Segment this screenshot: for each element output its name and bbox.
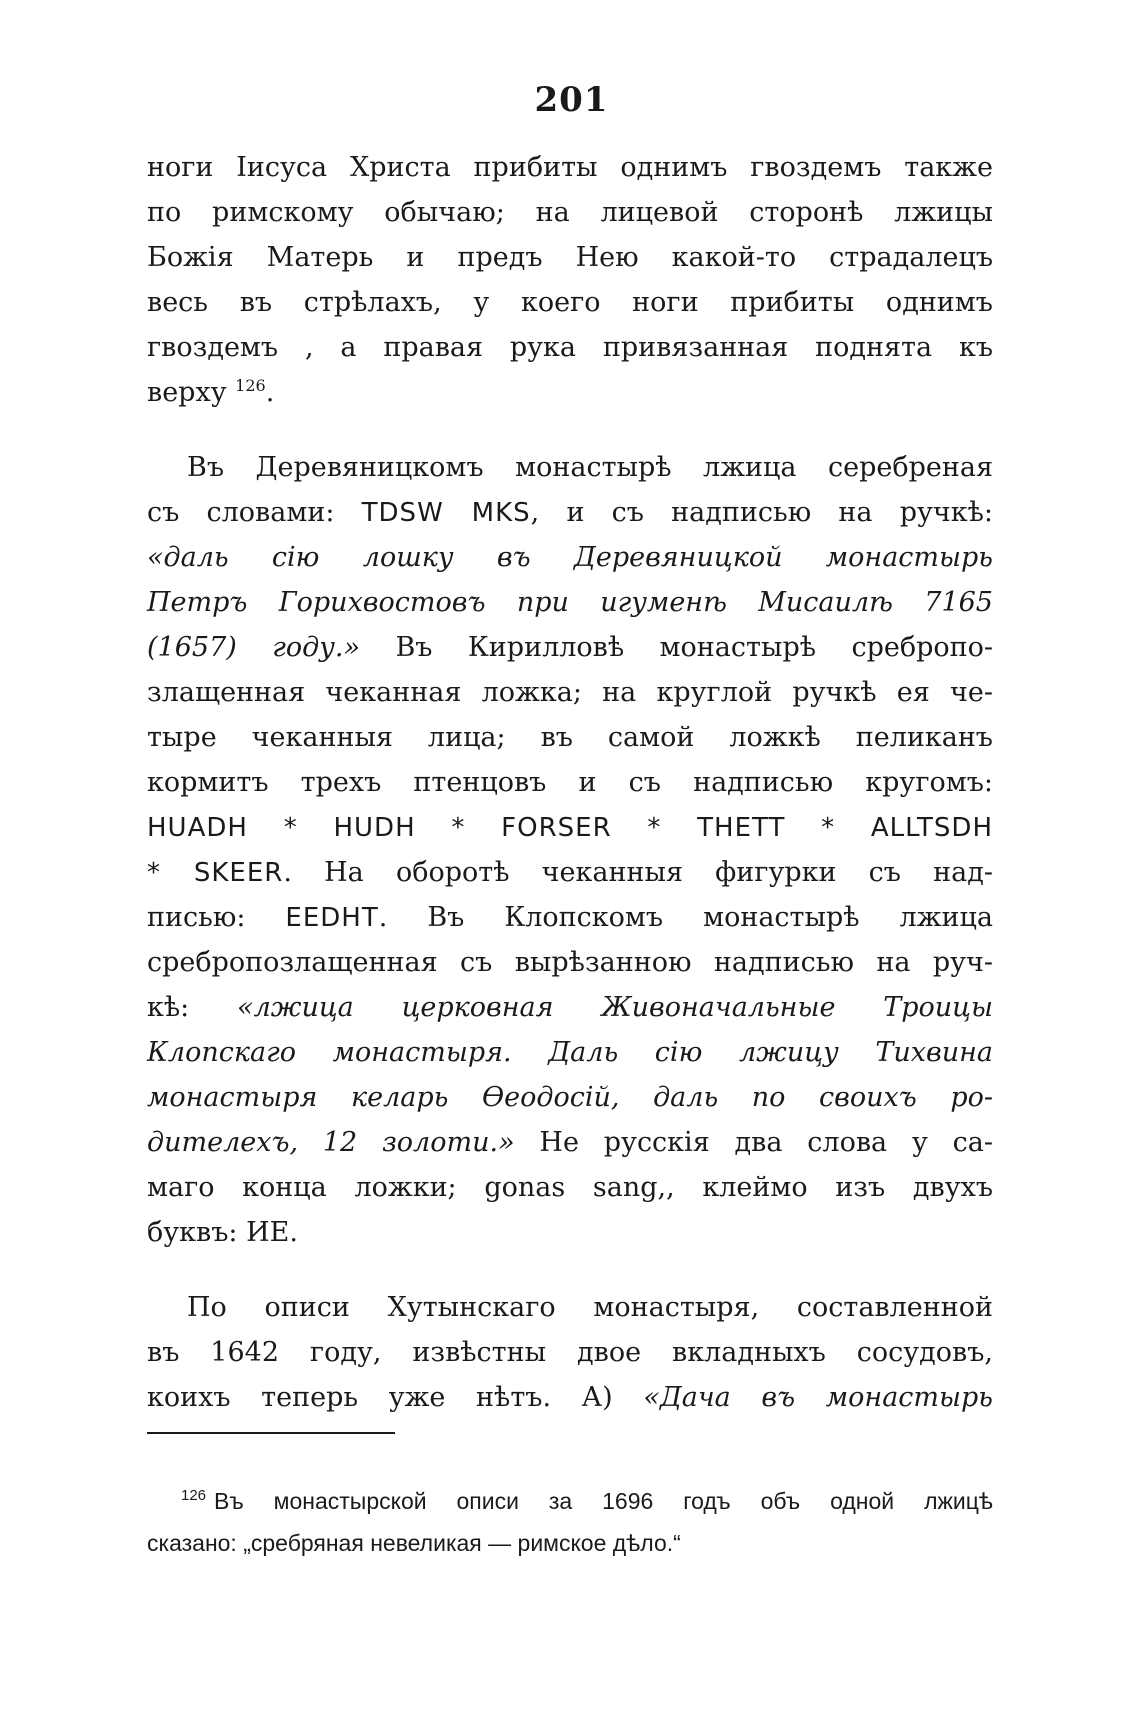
text-line: весь въ стрѣлахъ, у коего ноги прибиты однимъ	[147, 287, 993, 318]
footnote-line	[147, 1522, 993, 1564]
paragraph-gap	[147, 1255, 993, 1285]
text-span: EEDHT	[285, 903, 379, 933]
footnote-line	[147, 1480, 993, 1522]
text-line	[147, 670, 993, 715]
text-span: коихъ теперь уже нѣтъ. А)	[147, 1382, 644, 1413]
text-span: маго конца ложки; gonas sang,, клеймо изъ двухъ	[147, 1172, 993, 1203]
text-span: кормитъ трехъ птенцовъ и съ надписью кругомъ:	[147, 767, 993, 798]
text-span: . На оборотѣ чеканныя фигурки съ над-	[283, 857, 994, 888]
text-span: , и съ надписью на ручкѣ:	[530, 497, 993, 528]
text-line	[147, 1375, 993, 1420]
text-line	[147, 1285, 993, 1330]
text-line	[147, 490, 993, 535]
text-span: * SKEER	[147, 858, 284, 888]
text-line	[147, 760, 993, 805]
text-span: . Въ Клопскомъ монастырѣ лжица	[378, 902, 993, 933]
text-span: Петръ Горихвостовъ при игуменѣ Мисаилѣ 7165	[147, 587, 993, 618]
text-span: Въ Кирилловѣ монастырѣ сребропо-	[360, 632, 994, 663]
page-number: 201	[534, 80, 609, 120]
text-line: гвоздемъ , а правая рука привязанная поднята къ	[147, 332, 993, 363]
text-line	[147, 895, 993, 940]
text-line: ноги Іисуса Христа прибиты однимъ гвоздемъ также	[147, 152, 993, 183]
text-line	[147, 805, 993, 850]
text-line	[147, 850, 993, 895]
paragraph-2	[147, 445, 993, 1255]
text-line	[147, 1210, 993, 1255]
text-span: въ 1642 году, извѣстны двое вкладныхъ сосудовъ,	[147, 1337, 993, 1368]
text-span: Не русскія два слова у са-	[514, 1127, 993, 1158]
paragraph-gap	[147, 415, 993, 445]
text-span: TDSW MKS	[361, 498, 531, 528]
text-span: съ словами:	[147, 497, 362, 528]
text-line	[147, 715, 993, 760]
text-span: Въ Деревяницкомъ монастырѣ лжица серебреная	[187, 452, 993, 483]
text-span: «лжица церковная Живоначальные Троицы	[237, 992, 993, 1023]
text-span: «Дача въ монастырь	[643, 1382, 993, 1413]
footnote	[147, 1480, 993, 1564]
text-span: злащенная чеканная ложка; на круглой ручкѣ ея че-	[147, 677, 993, 708]
text-line	[147, 1165, 993, 1210]
text-line	[147, 1075, 993, 1120]
text-line	[147, 940, 993, 985]
text-span: тыре чеканныя лица; въ самой ложкѣ пеликанъ	[147, 722, 993, 753]
text-line	[147, 580, 993, 625]
text-span: HUADH * HUDH * FORSER * THETT * ALLTSDH	[147, 813, 993, 843]
text-span: (1657) году.»	[147, 632, 360, 663]
text-span: Клопскаго монастыря. Даль сію лжицу Тихвина	[147, 1037, 993, 1068]
paragraph-1-last-line	[147, 370, 993, 415]
text-line: по римскому обычаю; на лицевой сторонѣ лжицы	[147, 197, 993, 228]
text-line	[147, 1030, 993, 1075]
footnote-mark: 126	[181, 1487, 207, 1505]
paragraph-3	[147, 1285, 993, 1420]
footnote-text: сказано: „сребряная невеликая — римское дѣло.“	[147, 1530, 681, 1556]
text-line	[147, 1330, 993, 1375]
text-line	[147, 445, 993, 490]
text-span: .	[265, 377, 275, 408]
text-span: По описи Хутынскаго монастыря, составленной	[187, 1292, 993, 1323]
text-span: «даль сію лошку въ Деревяницкой монастырь	[147, 542, 993, 573]
text-span: дителехъ, 12 золоти.»	[147, 1127, 515, 1158]
footnote-text: Въ монастырской описи за 1696 годъ объ одной лжицѣ	[214, 1488, 993, 1514]
text-span: монастыря келарь Өеодосій, даль по своихъ ро-	[147, 1082, 993, 1113]
text-span: кѣ:	[147, 992, 238, 1023]
text-span: сребропозлащенная съ вырѣзанною надписью на руч-	[147, 947, 993, 978]
text-line	[147, 625, 993, 670]
text-span: верху	[147, 377, 227, 408]
text-line	[147, 985, 993, 1030]
paragraph-1	[147, 145, 993, 370]
text-line: Божія Матерь и предъ Нею какой-то страдалецъ	[147, 242, 993, 273]
main-text	[147, 145, 993, 1420]
footnote-ref[interactable]: 126	[235, 376, 266, 395]
footnote-divider	[147, 1432, 395, 1434]
text-line	[147, 535, 993, 580]
text-line	[147, 1120, 993, 1165]
text-span: буквъ: ИЕ.	[147, 1217, 298, 1248]
text-span: писью:	[147, 902, 286, 933]
